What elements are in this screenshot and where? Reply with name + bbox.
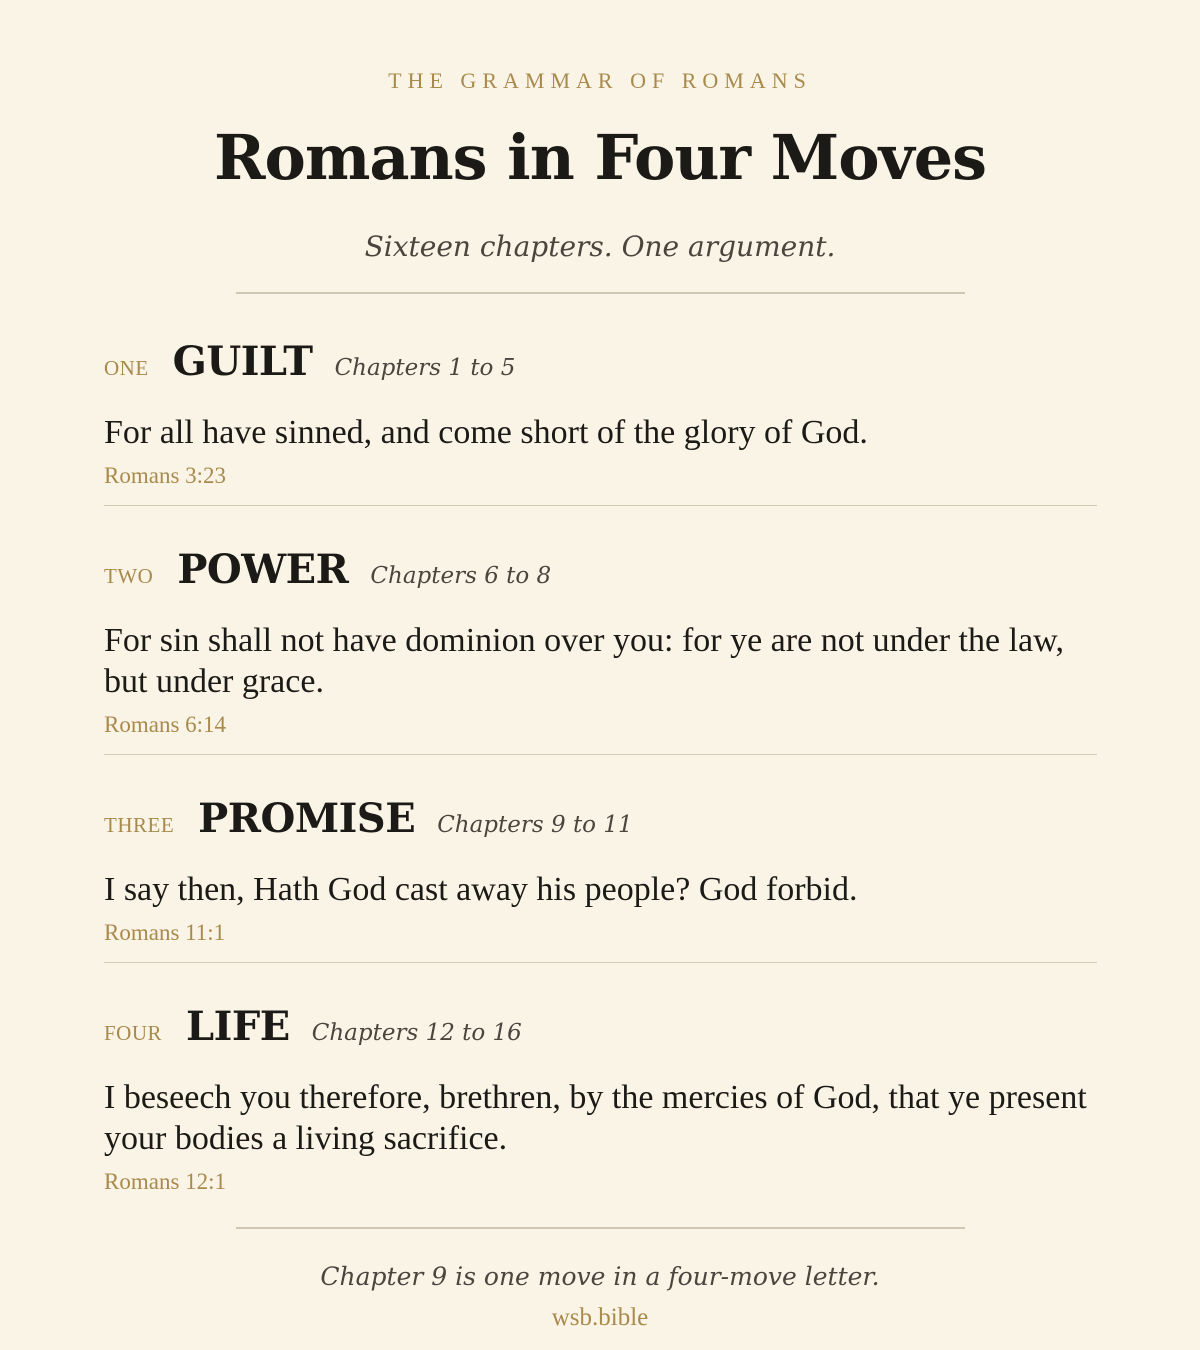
page-title: Romans in Four Moves [213,121,987,194]
move-verse: For sin shall not have dominion over you: for ye are not under the law, but under grace. [104,622,1064,700]
move-reference: Romans 11:1 [104,920,226,945]
footer-site-link[interactable]: wsb.bible [551,1304,649,1331]
move-item [104,546,1097,755]
move-item [104,795,1097,963]
page-subtitle: Sixteen chapters. One argument. [364,230,836,263]
move-number: TWO [104,564,154,588]
header-divider [236,292,965,294]
move-item [104,338,1097,506]
move-verse: I beseech you therefore, brethren, by the mercies of God, that ye present your bodies a living sacrifice. [104,1079,1087,1157]
move-item [104,1003,1097,1211]
moves-list [104,338,1097,1211]
move-reference: Romans 6:14 [104,712,227,737]
move-chapters: Chapters 9 to 11 [437,812,633,838]
footer-divider [236,1227,965,1229]
move-reference: Romans 12:1 [104,1169,227,1194]
move-chapters: Chapters 12 to 16 [311,1020,522,1046]
move-verse: For all have sinned, and come short of the glory of God. [104,414,868,451]
move-verse: I say then, Hath God cast away his people? God forbid. [104,871,858,908]
footer-note: Chapter 9 is one move in a four-move letter. [320,1262,880,1291]
move-header [104,338,1097,404]
move-reference: Romans 3:23 [104,463,227,488]
move-name: LIFE [186,1003,290,1050]
move-chapters: Chapters 1 to 5 [334,355,516,381]
move-number: ONE [104,356,149,380]
move-header [104,795,1097,861]
move-header [104,546,1097,612]
eyebrow-label: THE GRAMMAR OF ROMANS [388,68,812,93]
move-name: GUILT [172,338,313,385]
move-chapters: Chapters 6 to 8 [370,563,552,589]
move-number: FOUR [104,1021,163,1045]
move-name: PROMISE [198,795,416,842]
move-number: THREE [104,813,175,837]
move-header [104,1003,1097,1069]
move-name: POWER [177,546,349,593]
